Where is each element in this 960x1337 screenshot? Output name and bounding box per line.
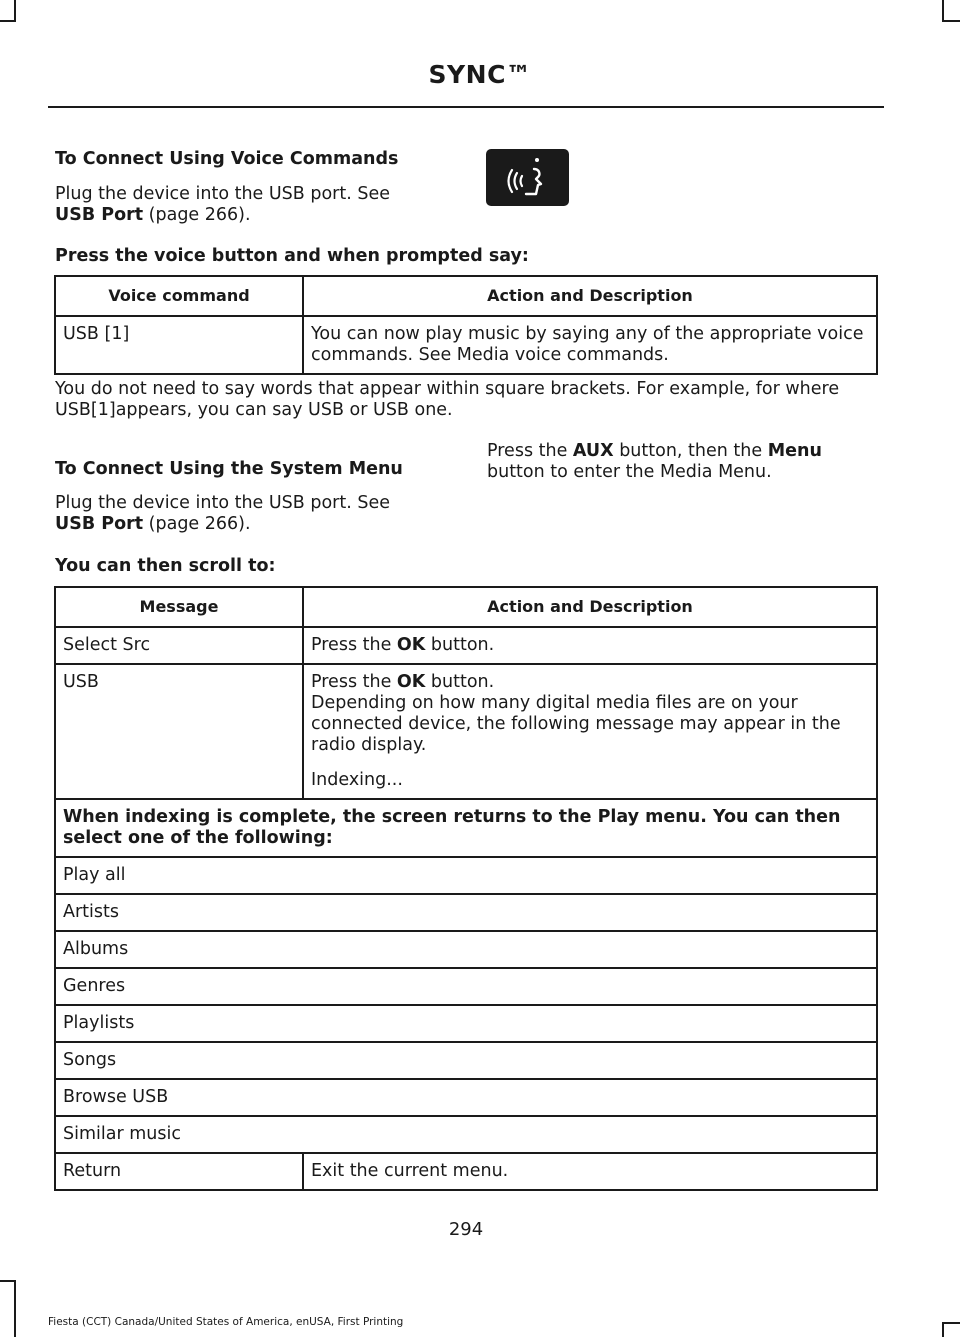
menu-option-play-all: Play all (55, 857, 877, 894)
table-row (55, 316, 877, 374)
menu-option-browse-usb: Browse USB (55, 1079, 877, 1116)
prompt-heading-scroll: You can then scroll to: (55, 556, 276, 576)
section-heading-voice: To Connect Using Voice Commands (55, 149, 399, 169)
table-row (55, 1116, 877, 1153)
menu-option-albums: Albums (55, 931, 877, 968)
menu-option-similar-music: Similar music (55, 1116, 877, 1153)
voice-command-table (54, 275, 878, 375)
text-run: button to enter the Media Menu. (487, 462, 772, 482)
crop-mark (0, 20, 16, 22)
section-body-voice (55, 184, 435, 226)
table-row (55, 1153, 877, 1190)
crop-mark (942, 0, 944, 22)
text-run: Press the (311, 635, 397, 655)
crop-mark (0, 1280, 16, 1282)
footer-printing-info: Fiesta (CCT) Canada/United States of America, enUSA, First Printing (48, 1316, 404, 1328)
page-number: 294 (448, 1219, 484, 1240)
text-run: Press the (311, 672, 397, 692)
menu-option-playlists: Playlists (55, 1005, 877, 1042)
crop-mark (942, 20, 960, 22)
page-ref: (page 266). (143, 205, 251, 225)
body-text: Plug the device into the USB port. See (55, 184, 390, 204)
action-cell (303, 664, 877, 799)
table-row (55, 664, 877, 799)
text-run: button. (425, 672, 495, 692)
action-cell (303, 627, 877, 664)
column-header: Voice command (55, 276, 303, 316)
crop-mark (942, 1322, 960, 1324)
text-run: button, then the (613, 441, 768, 461)
crop-mark (14, 0, 16, 22)
message-cell: USB (55, 664, 303, 799)
header-divider (48, 106, 884, 108)
prompt-heading-voice: Press the voice button and when prompted say: (55, 246, 529, 266)
page-header-title: SYNC™ (428, 60, 532, 89)
table-row (55, 1042, 877, 1079)
page-ref: (page 266). (143, 514, 251, 534)
crop-mark (14, 1280, 16, 1337)
section-body-menu (55, 493, 435, 535)
aux-button-label: AUX (572, 441, 614, 461)
action-description: Depending on how many digital media files are on your connected device, the following message may appear in the radio display. (311, 693, 841, 755)
indexing-message: Indexing... (311, 770, 403, 790)
message-cell: Return (55, 1153, 303, 1190)
table-row (55, 894, 877, 931)
square-bracket-note: You do not need to say words that appear within square brackets. For example, for where USB[1]appears, you can say USB or USB one. (55, 379, 840, 420)
indexing-complete-note: When indexing is complete, the screen returns to the Play menu. You can then select one of the following: (55, 799, 877, 857)
text-run: Press the (487, 441, 573, 461)
table-header-row (55, 276, 877, 316)
table-row (55, 857, 877, 894)
column-header: Action and Description (303, 587, 877, 627)
menu-button-label: Menu (767, 441, 822, 461)
menu-option-songs: Songs (55, 1042, 877, 1079)
table-note-row (55, 799, 877, 857)
text-run: button. (425, 635, 495, 655)
aux-menu-instruction (487, 441, 867, 483)
crop-mark (942, 1322, 944, 1337)
section-heading-menu: To Connect Using the System Menu (55, 459, 403, 479)
table-row (55, 968, 877, 1005)
action-cell: You can now play music by saying any of the appropriate voice commands. See Media voice commands. (303, 316, 877, 374)
voice-command-cell: USB [1] (55, 316, 303, 374)
usb-port-link[interactable]: USB Port (55, 205, 144, 225)
table-row (55, 627, 877, 664)
column-header: Message (55, 587, 303, 627)
usb-port-link[interactable]: USB Port (55, 514, 144, 534)
table-header-row (55, 587, 877, 627)
message-cell: Select Src (55, 627, 303, 664)
table-row (55, 931, 877, 968)
menu-option-artists: Artists (55, 894, 877, 931)
table-row (55, 1005, 877, 1042)
media-menu-table (54, 586, 878, 1191)
ok-button-label: OK (396, 635, 426, 655)
voice-button-icon (486, 149, 569, 206)
body-text: Plug the device into the USB port. See (55, 493, 390, 513)
table-row (55, 1079, 877, 1116)
column-header: Action and Description (303, 276, 877, 316)
menu-option-genres: Genres (55, 968, 877, 1005)
action-cell: Exit the current menu. (303, 1153, 877, 1190)
ok-button-label: OK (396, 672, 426, 692)
action-line (311, 672, 869, 693)
